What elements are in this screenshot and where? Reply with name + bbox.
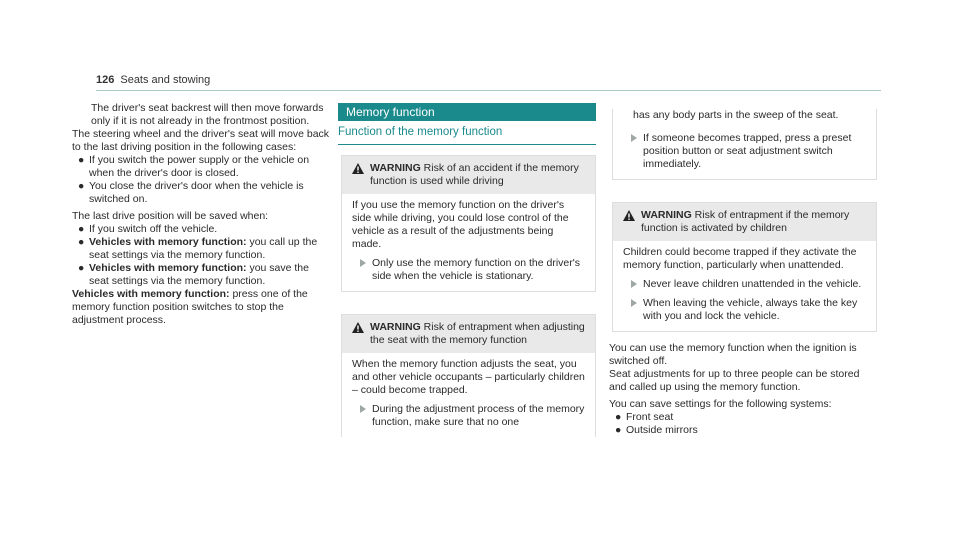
warning-header: WARNING Risk of an accident if the memory function is used while driving (342, 156, 595, 194)
warning-triangle-icon (352, 322, 364, 337)
warning-box (612, 202, 877, 332)
bullet-list (613, 411, 877, 437)
arrow-icon (360, 405, 366, 413)
section-title: Seats and stowing (120, 74, 211, 86)
indent-paragraph: The driver's seat backrest will then move forwards only if it is not already in the frontmost position. (91, 102, 324, 127)
warning-header: WARNING Risk of entrapment when adjusting the seat with the memory function (342, 315, 595, 353)
list-item: ● You close the driver's door when the vehicle is switched on. (78, 180, 304, 205)
warning-body: When the memory function adjusts the seat, you and other vehicle occupants – particularly children – could become trapped. During the adjustment process of the memory function, make sure that no one (352, 358, 585, 428)
warning-body: If you use the memory function on the driver's side while driving, you could lose control of the vehicle as a result of the adjustments being made. Only use the memory function on the driver's side when the vehicle is stationary. (342, 194, 595, 291)
header-rule (96, 90, 881, 91)
arrow-icon (631, 299, 637, 307)
instruction-step: During the adjustment process of the memory function, make sure that no one (352, 403, 585, 429)
paragraph: Seat adjustments for up to three people can be stored and called up using the memory function. (609, 368, 860, 393)
instruction-step: Never leave children unattended in the vehicle. (623, 278, 866, 291)
paragraph: The steering wheel and the driver's seat will move back to the last driving position in the following cases: (72, 128, 330, 153)
column-3 (609, 109, 877, 437)
section-banner: Memory function (338, 103, 596, 121)
paragraph: The last drive position will be saved when: (72, 210, 269, 222)
column-1 (72, 102, 330, 327)
warning-triangle-icon (352, 163, 364, 178)
arrow-icon (631, 134, 637, 142)
list-item: ● If you switch the power supply or the vehicle on when the driver's door is closed. (78, 154, 310, 179)
warning-box (341, 314, 596, 437)
warning-triangle-icon (623, 210, 635, 225)
warning-continuation: has any body parts in the sweep of the seat. If someone becomes trapped, press a preset position button or seat adjustment switch immediately. (612, 109, 877, 180)
list-item: ● Vehicles with memory function: you call up the seat settings via the memory function. (78, 236, 318, 261)
column-2 (338, 103, 596, 437)
page-number: 126 (96, 74, 115, 86)
arrow-icon (360, 259, 366, 267)
list-item: ● Vehicles with memory function: you save the seat settings via the memory function. (78, 262, 309, 287)
warning-header: WARNING Risk of entrapment if the memory function is activated by children (613, 203, 876, 241)
paragraph: You can use the memory function when the ignition is switched off. (609, 342, 857, 367)
list-item: ● If you switch off the vehicle. (78, 223, 218, 235)
page-header (96, 74, 210, 87)
warning-body: Children could become trapped if they activate the memory function, particularly when unattended. Never leave children unattended in the vehicle. When leaving the vehicle, always take the key with you and lock the vehicle. (613, 241, 876, 331)
arrow-icon (631, 280, 637, 288)
list-item: ● Outside mirrors (615, 424, 698, 436)
paragraph: You can save settings for the following systems: (609, 398, 832, 410)
bullet-list (76, 154, 330, 206)
warning-box (341, 155, 596, 292)
bullet-list (76, 223, 330, 288)
instruction-step: Only use the memory function on the driver's side when the vehicle is stationary. (352, 257, 585, 283)
instruction-step: If someone becomes trapped, press a preset position button or seat adjustment switch immediately. (623, 132, 866, 171)
list-item: ● Front seat (615, 411, 674, 423)
subheading: Function of the memory function (338, 126, 596, 145)
instruction-step: When leaving the vehicle, always take the key with you and lock the vehicle. (623, 297, 866, 323)
paragraph: Vehicles with memory function: press one of the memory function position switches to stop the adjustment process. (72, 288, 308, 326)
